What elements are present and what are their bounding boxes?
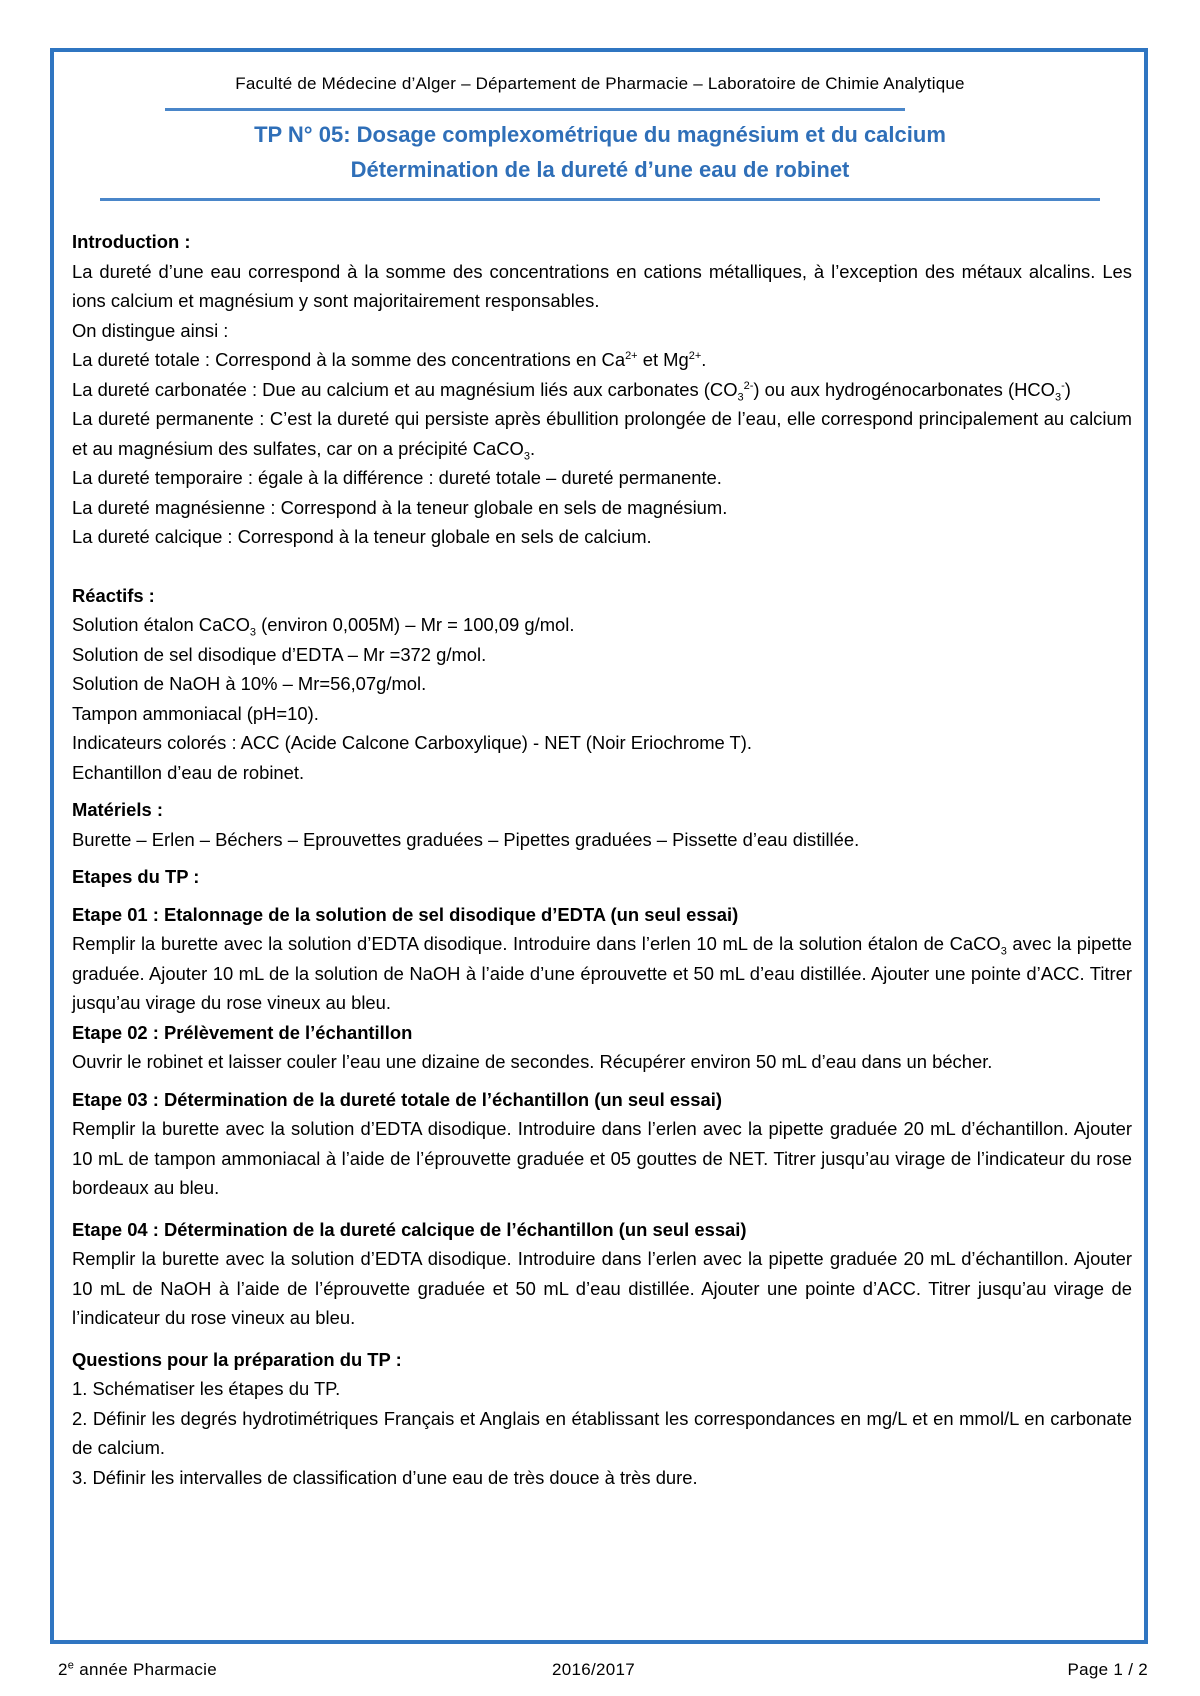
etape-04-title: Etape 04 : Détermination de la dureté calcique de l’échantillon (un seul essai) bbox=[72, 1218, 747, 1240]
durete-carbonatee: La dureté carbonatée : Due au calcium et au magnésium liés aux carbonates $(CO_3^{2-})$ ou aux hydrogénocarbonates $(HCO_3^-)$ bbox=[72, 378, 1071, 404]
title-line-1: TP N° 05: Dosage complexométrique du magnésium et du calcium bbox=[254, 122, 946, 147]
intro-paragraph: La dureté d’une eau correspond à la somme des concentrations en cations métalliques, à l’exception des métaux alcalins. Les ions calcium et magnésium y sont majoritairement responsables. bbox=[72, 260, 1132, 311]
header-divider bbox=[165, 108, 905, 111]
footer-academic-year: 2016/2017 bbox=[552, 1660, 636, 1679]
reactif-caco3: Solution étalon CaCO$_3$ (environ 0,005M) – Mr = 100,09 g/mol. bbox=[72, 614, 575, 639]
reactif-indicateurs: Indicateurs colorés : ACC (Acide Calcone Carboxylique) - NET (Noir Eriochrome T). bbox=[72, 732, 753, 753]
intro-distinguish: On distingue ainsi : bbox=[72, 319, 229, 341]
question-1: 1. Schématiser les étapes du TP. bbox=[72, 1378, 341, 1399]
reactif-tampon: Tampon ammoniacal (pH=10). bbox=[72, 702, 319, 724]
durete-temporaire: La dureté temporaire : égale à la différence : dureté totale – dureté permanente. bbox=[72, 467, 722, 488]
reactif-echantillon: Echantillon d’eau de robinet. bbox=[72, 761, 305, 783]
intro-heading: Introduction : bbox=[72, 231, 191, 252]
etape-04-text: Remplir la burette avec la solution d’EDTA disodique. Introduire dans l’erlen avec la pipette graduée 20 mL d’échantillon. Ajouter 10 mL de NaOH à l’aide de l’éprouvette graduée et 50 mL d’eau distillée. Ajouter une pointe d’ACC. Titrer jusqu’au virage de l’indicateur du rose vineux au bleu. bbox=[72, 1248, 1132, 1328]
question-3: 3. Définir les intervalles de classification d’une eau de très douce à très dure. bbox=[72, 1466, 698, 1488]
etape-02-text: Ouvrir le robinet et laisser couler l’eau une dizaine de secondes. Récupérer environ 50 mL d’eau dans un bécher. bbox=[72, 1051, 993, 1072]
question-2: 2. Définir les degrés hydrotimétriques Français et Anglais en établissant les correspondances en mg/L et en mmol/L en carbonate de calcium. bbox=[72, 1407, 1132, 1458]
durete-totale: La dureté totale : Correspond à la somme des concentrations en $Ca^{2+}$ et $Mg^{2+}$. bbox=[72, 349, 707, 370]
materiels-heading: Matériels : bbox=[72, 799, 163, 820]
etape-01-text: Remplir la burette avec la solution d’EDTA disodique. Introduire dans l’erlen 10 mL de la solution étalon de CaCO$_3$ avec la pipette graduée. Ajouter 10 mL de la solution de NaOH à l’aide d’une éprouvette et 50 mL d’eau distillée. Ajouter une pointe d’ACC. Titrer jusqu’au virage du rose vineux au bleu. bbox=[72, 933, 1132, 1013]
title-line-2: Détermination de la dureté d’une eau de robinet bbox=[350, 157, 850, 182]
institution-header: Faculté de Médecine d’Alger – Département de Pharmacie – Laboratoire de Chimie Analytique bbox=[235, 74, 965, 93]
etape-03-title: Etape 03 : Détermination de la dureté totale de l’échantillon (un seul essai) bbox=[72, 1088, 722, 1110]
reactifs-heading: Réactifs : bbox=[72, 584, 155, 606]
title-divider bbox=[100, 198, 1100, 201]
reactif-naoh: Solution de NaOH à 10% – Mr=56,07g/mol. bbox=[72, 673, 427, 694]
durete-calcique: La dureté calcique : Correspond à la teneur globale en sels de calcium. bbox=[72, 526, 652, 547]
footer-class-year: 2e année Pharmacie bbox=[58, 1659, 217, 1679]
durete-permanente: La dureté permanente : C’est la dureté qui persiste après ébullition prolongée de l’eau, elle correspond principalement au calcium et au magnésium des sulfates, car on a précipité CaCO$_3$. bbox=[72, 408, 1132, 463]
etape-01-title: Etape 01 : Etalonnage de la solution de sel disodique d’EDTA (un seul essai) bbox=[72, 903, 739, 925]
document-body bbox=[72, 227, 1132, 1492]
etapes-heading: Etapes du TP : bbox=[72, 866, 200, 887]
durete-magnesienne: La dureté magnésienne : Correspond à la teneur globale en sels de magnésium. bbox=[72, 496, 728, 518]
etape-03-text: Remplir la burette avec la solution d’EDTA disodique. Introduire dans l’erlen avec la pipette graduée 20 mL d’échantillon. Ajouter 10 mL de tampon ammoniacal à l’aide de l’éprouvette graduée et 05 gouttes de NET. Titrer jusqu’au virage de l’indicateur du rose bordeaux au bleu. bbox=[72, 1118, 1132, 1198]
materiels-list: Burette – Erlen – Béchers – Eprouvettes graduées – Pipettes graduées – Pissette d’eau distillée. bbox=[72, 828, 860, 850]
questions-heading: Questions pour la préparation du TP : bbox=[72, 1348, 402, 1370]
reactif-edta: Solution de sel disodique d’EDTA – Mr =372 g/mol. bbox=[72, 643, 487, 665]
etape-02-title: Etape 02 : Prélèvement de l’échantillon bbox=[72, 1021, 413, 1043]
footer-page-number: Page 1 / 2 bbox=[1067, 1660, 1148, 1679]
